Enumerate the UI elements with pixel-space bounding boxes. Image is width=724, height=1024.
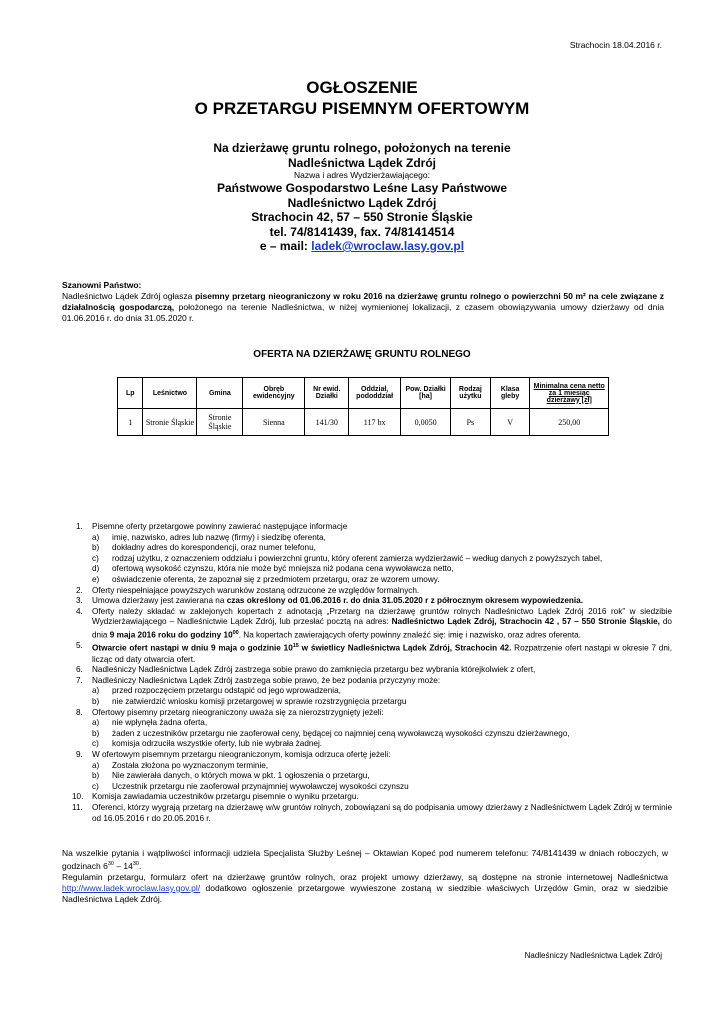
list-item-bold: czas określony od 01.06.2016 r. do dnia 31.05.2020 r z półrocznym okresem wypowiedzenia. — [226, 596, 584, 606]
list-item-text: Nadleśniczy Nadleśnictwa Lądek Zdrój zastrzega sobie prawo, że bez podania przyczyny może: — [92, 675, 441, 685]
list-item-text: Oferenci, którzy wygrają przetarg na dzierżawę w/w gruntów rolnych, zobowiązani są do podpisania umowy dzierżawy z Nadleśnictwem Lądek Zdrój w terminie od 16.05.2016 r do 20.05.2016 r. — [92, 802, 672, 823]
contact-text: – 14 — [113, 860, 133, 871]
cell-nr-dzialki: 141/30 — [305, 409, 349, 436]
list-item-bold: w świetlicy Nadleśnictwa Lądek Zdrój, Strachocin 42. — [298, 644, 512, 653]
header-line-1: Na dzierżawę gruntu rolnego, położonych na terenie — [213, 141, 511, 155]
list-item: 1. Pisemne oferty przetargowe powinny zawierać następujące informacje — [76, 522, 348, 531]
cell-powierzchnia: 0,0050 — [401, 409, 451, 436]
list-subitem-text: ofertową wysokość czynszu, która nie może być mniejsza niż podana cena wywoławcza netto, — [112, 564, 454, 574]
list-subitem-text: oświadczenie oferenta, że zapoznał się z przedmiotem przetargu, oraz ze wzorem umowy. — [112, 574, 440, 584]
col-header-lesnictwo: Leśnictwo — [143, 378, 197, 409]
table-row — [118, 409, 609, 436]
header-phone: tel. 74/8141439, fax. 74/81414514 — [269, 224, 455, 239]
cell-oddzial: 117 bx — [349, 409, 401, 436]
header-line-2: Nadleśnictwa Lądek Zdrój — [287, 155, 437, 170]
regulations-text: dodatkowo ogłoszenie przetargowe wywieszone zostaną w siedzibie właściwych Urzędów Gmin, oraz w siedzibie Nadleśnictwa Lądek Zdrój. — [62, 882, 668, 904]
list-subitem-text: Została złożona po wyznaczonym terminie, — [112, 760, 269, 770]
list-subitem-text: nie zatwierdzić wniosku komisji przetargowej w sprawie rozstrzygnięcia przetargu — [112, 696, 407, 706]
list-subitem-text: Uczestnik przetargu nie zaoferował przynajmniej wywoławczej wysokości czynszu — [112, 781, 409, 791]
list-item-text: Umowa dzierżawy jest zawierana na — [92, 596, 227, 606]
header-unit-name: Nadleśnictwo Lądek Zdrój — [287, 195, 437, 210]
list-subitem-text: imię, nazwisko, adres lub nazwę (firmy) i siedzibę oferenta, — [112, 532, 326, 542]
list-item-bold: Nadleśnictwo Lądek Zdrój, Strachocin 42 , 57 – 550 Stronie Śląskie, — [391, 617, 660, 627]
list-item-superscript: 00 — [232, 629, 239, 636]
col-header-oddzial: Oddział, pododdział — [349, 378, 401, 409]
col-header-rodzaj: Rodzaj użytku — [451, 378, 491, 409]
intro-text-1: Nadleśnictwo Lądek Zdrój ogłasza — [62, 291, 195, 301]
list-item: 5. Otwarcie ofert nastąpi w dniu 9 maja o godzinie $10^{15}$ w świetlicy Nadleśnictwa Lądek Zdrój, Strachocin 42. Rozpatrzenie ofert nastąpi w okresie 7 dni, licząc od daty otwarcia ofert. — [76, 641, 672, 664]
list-item: 7. Nadleśniczy Nadleśnictwa Lądek Zdrój zastrzega sobie prawo, że bez podania przyczyny może: — [76, 675, 441, 685]
col-header-obreb: Obręb ewidencyjny — [243, 378, 305, 409]
table-header-row — [118, 378, 609, 409]
list-item-text: Ofertowy pisemny przetarg nieograniczony uważa się za nierozstrzygnięty jeżeli: — [92, 707, 384, 717]
list-item-bold: Otwarcie ofert nastąpi w dniu 9 maja o godzinie 10 — [92, 644, 293, 653]
list-item-text: Nadleśniczy Nadleśnictwa Lądek Zdrój zastrzega sobie prawo do zamknięcia przetargu bez wybrania którejkolwiek z ofert, — [92, 665, 536, 675]
list-subitem-text: dokładny adres do korespondencji, oraz numer telefonu, — [112, 543, 316, 553]
list-item-bold: 9 maja 2016 roku do godziny 10 — [109, 630, 233, 640]
list-item: 6. Nadleśniczy Nadleśnictwa Lądek Zdrój zastrzega sobie prawo do zamknięcia przetargu bez wybrania którejkolwiek z ofert, — [76, 665, 536, 675]
contact-text: . — [139, 860, 142, 871]
list-item: 3. Umowa dzierżawy jest zawierana na czas określony od 01.06.2016 r. do dnia 31.05.2020 r z półrocznym okresem wypowiedzenia. — [76, 596, 584, 606]
list-subitem: b) dokładny adres do korespondencji, oraz numer telefonu, — [92, 543, 316, 553]
col-header-powierzchnia: Pow. Działki [ha] — [401, 378, 451, 409]
list-item-text: Oferty niespełniające powyższych warunków zostaną odrzucone ze względów formalnych. — [92, 585, 420, 595]
list-subitem: a) nie wpłynęła żadna oferta, — [92, 718, 208, 728]
header-block — [0, 141, 724, 254]
list-subitem: d) ofertową wysokość czynszu, która nie może być mniejsza niż podana cena wywoławcza netto, — [92, 564, 454, 574]
list-subitem: a) przed rozpoczęciem przetargu odstąpić od jego wprowadzenia, — [92, 686, 341, 696]
lease-offer-table — [117, 377, 609, 436]
regulations-paragraph — [62, 872, 668, 905]
col-header-nr-dzialki: Nr ewid. Działki — [305, 378, 349, 409]
list-item: 8. Ofertowy pisemny przetarg nieograniczony uważa się za nierozstrzygnięty jeżeli: — [76, 707, 384, 717]
list-item: 9. W ofertowym pisemnym przetargu nieograniczonym, komisja odrzuca ofertę jeżeli: — [76, 749, 391, 759]
cell-gmina: Stronie Śląskie — [197, 409, 243, 436]
col-header-lp: Lp — [118, 378, 143, 409]
table-title: OFERTA NA DZIERŻAWĘ GRUNTU ROLNEGO — [253, 349, 471, 360]
signature: Nadleśniczy Nadleśnictwa Lądek Zdrój — [524, 951, 662, 960]
list-subitem-text: nie wpłynęła żadna oferta, — [112, 718, 208, 728]
list-item-text: . Na kopertach zawierających oferty powinny znaleźć się: imię i nazwisko, oraz adres oferenta. — [238, 630, 581, 640]
website-link[interactable]: http://www.ladek.wroclaw.lasy.gov.pl/ — [62, 882, 201, 893]
regulations-text: Regulamin przetargu, formularz ofert na dzierżawę gruntów rolnych, oraz projekt umowy dzierżawy, są dostępne na stronie internetowej Nadleśnictwa — [62, 871, 668, 882]
list-subitem-text: komisja odrzuciła wszystkie oferty, lub nie wybrała żadnej. — [112, 739, 323, 749]
intro-text-2: położonego na terenie Nadleśnictwa, w niżej wymienionej lokalizacji, z czasem obowiązywania umowy dzierżawy od dnia 01.06.2016 r. do dnia 31.05.2020 r. — [62, 302, 664, 323]
header-label: Nazwa i adres Wydzierżawiającego: — [294, 170, 430, 180]
col-header-cena — [530, 378, 609, 409]
list-item: 11. Oferenci, którzy wygrają przetarg na dzierżawę w/w gruntów rolnych, zobowiązani są do podpisania umowy dzierżawy z Nadleśnictwem Lądek Zdrój w terminie od 16.05.2016 r do 20.05.2016 r. — [72, 802, 672, 823]
list-subitem: b) nie zatwierdzić wniosku komisji przetargowej w sprawie rozstrzygnięcia przetargu — [92, 696, 407, 706]
list-subitem-text: przed rozpoczęciem przetargu odstąpić od jego wprowadzenia, — [112, 686, 341, 696]
list-item-superscript: 15 — [292, 643, 299, 650]
list-item-text: Oferty należy składać w zaklejonych kopertach z adnotacją „Przetarg na dzierżawę gruntów rolnych Nadleśnictwo Lądek Zdrój 2016 rok” w siedzibie Wydzierżawiającego – Nadleśnictwie Lądek Zdrój, lub przesłać pocztą na adres: — [92, 606, 672, 627]
conditions-list — [62, 522, 672, 824]
list-item: 2. Oferty niespełniające powyższych warunków zostaną odrzucone ze względów formalnych. — [76, 585, 420, 595]
list-item: 10. Komisja zawiadamia uczestników przetargu pisemnie o wyniku przetargu. — [72, 792, 359, 802]
list-subitem: c) Uczestnik przetargu nie zaoferował przynajmniej wywoławczej wysokości czynszu — [92, 781, 409, 791]
document-date: Strachocin 18.04.2016 r. — [569, 40, 662, 50]
list-subitem: e) oświadczenie oferenta, że zapoznał się z przedmiotem przetargu, oraz ze wzorem umowy. — [92, 574, 440, 584]
list-subitem-text: żaden z uczestników przetargu nie zaoferował ceny, będącej co najmniej ceną wywoławczą wysokości czynszu dzierżawnego, — [112, 728, 570, 738]
list-item-text: Pisemne oferty przetargowe powinny zawierać następujące informacje — [92, 522, 348, 531]
cell-obreb: Sienna — [243, 409, 305, 436]
announcement-title — [0, 77, 724, 119]
col-header-klasa: Klasa gleby — [490, 378, 530, 409]
cell-lesnictwo: Stronie Śląskie — [143, 409, 197, 436]
header-email — [0, 239, 724, 254]
intro-paragraph — [62, 280, 664, 324]
col-header-cena-label: Minimalna cena netto za 1 miesiąc dzierżawy [zł] — [533, 382, 605, 404]
cell-cena: 250,00 — [530, 409, 609, 436]
footer-notes — [62, 848, 668, 905]
list-subitem: a) Została złożona po wyznaczonym terminie, — [92, 760, 269, 770]
list-item-text: Komisja zawiadamia uczestników przetargu pisemnie o wyniku przetargu. — [92, 792, 359, 802]
list-item-text: W ofertowym pisemnym przetargu nieograniczonym, komisja odrzuca ofertę jeżeli: — [92, 749, 391, 759]
greeting: Szanowni Państwo: — [62, 280, 142, 290]
intro-bold-1: pisemny przetarg nieograniczony w roku 2016 na dzierżawę gruntu rolnego o powierzchni 50 m² na cele związane z działalnością gospodarczą, — [62, 291, 664, 312]
cell-klasa: V — [490, 409, 530, 436]
header-org-name: Państwowe Gospodarstwo Leśne Lasy Państwowe — [216, 181, 508, 195]
cell-rodzaj: Ps — [451, 409, 491, 436]
list-item: 4. Oferty należy składać w zaklejonych kopertach z adnotacją „Przetarg na dzierżawę gruntów rolnych Nadleśnictwo Lądek Zdrój 2016 rok” w siedzibie Wydzierżawiającego – Nadleśnictwie Lądek Zdrój, lub przesłać pocztą na adres: Nadleśnictwo Lądek Zdrój, Strachocin 42 , 57 – 550 Stronie Śląskie, do dnia 9 maja 2016 roku do godziny $10^{00}$. Na kopertach zawierających oferty powinny znaleźć się: imię i nazwisko, oraz adres oferenta. — [76, 606, 672, 640]
col-header-gmina: Gmina — [197, 378, 243, 409]
list-subitem: a) imię, nazwisko, adres lub nazwę (firmy) i siedzibę oferenta, — [92, 532, 326, 542]
title-line-1: OGŁOSZENIE — [306, 78, 418, 97]
list-item-text: do dnia — [92, 617, 672, 640]
cell-lp: 1 — [118, 409, 143, 436]
intro-text — [62, 291, 664, 324]
header-address: Strachocin 42, 57 – 550 Stronie Śląskie — [251, 210, 473, 224]
contact-text: Na wszelkie pytania i wątpliwości informacji udziela Specjalista Służby Leśnej – Oktawian Kopeć pod numerem telefonu: 74/8141439 w dniach roboczych, w godzinach 6 — [62, 848, 668, 871]
email-link[interactable]: ladek@wroclaw.lasy.gov.pl — [311, 239, 465, 253]
list-subitem: c) komisja odrzuciła wszystkie oferty, lub nie wybrała żadnej. — [92, 739, 323, 749]
list-subitem-text: rodzaj użytku, z oznaczeniem oddziału i powierzchni gruntu, który oferent zamierza wydzierżawić – według danych z powyższych tabel, — [112, 553, 603, 563]
list-subitem: b) żaden z uczestników przetargu nie zaoferował ceny, będącej co najmniej ceną wywoławczą wysokości czynszu dzierżawnego, — [92, 728, 570, 738]
contact-paragraph — [62, 848, 668, 872]
list-item-text: Rozpatrzenie ofert nastąpi w okresie 7 dni, licząc od daty otwarcia ofert. — [92, 644, 672, 664]
email-prefix: e – mail: — [259, 239, 312, 253]
list-subitem: c) rodzaj użytku, z oznaczeniem oddziału i powierzchni gruntu, który oferent zamierza wydzierżawić – według danych z powyższych tabel, — [92, 553, 603, 563]
title-line-2: O PRZETARGU PISEMNYM OFERTOWYM — [194, 99, 530, 118]
list-subitem-text: Nie zawierała danych, o których mowa w pkt. 1 ogłoszenia o przetargu, — [112, 771, 370, 781]
contact-superscript: 30 — [132, 861, 139, 867]
list-subitem: b) Nie zawierała danych, o których mowa w pkt. 1 ogłoszenia o przetargu, — [92, 771, 370, 781]
contact-superscript: 30 — [107, 861, 114, 867]
